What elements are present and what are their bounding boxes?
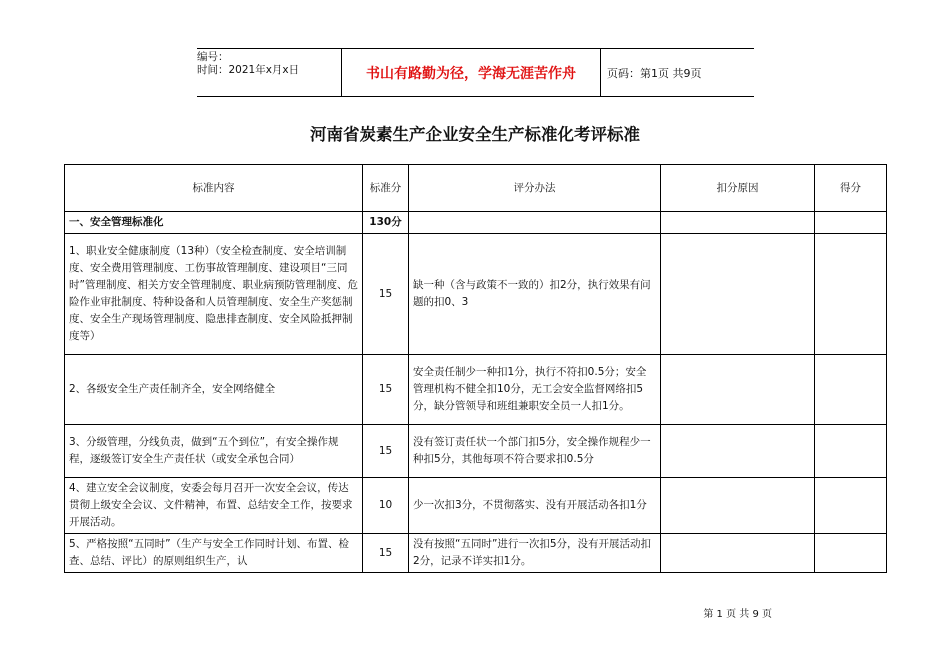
table-header-row — [65, 165, 887, 212]
table-row — [65, 234, 887, 355]
table-cell — [661, 212, 815, 234]
section-row — [65, 212, 887, 234]
points-cell — [815, 534, 887, 573]
deduction-reason-cell — [661, 234, 815, 355]
points-cell — [815, 234, 887, 355]
deduction-reason-cell — [661, 478, 815, 534]
deduction-reason-cell — [661, 425, 815, 478]
header-meta — [197, 49, 340, 98]
table-row — [65, 355, 887, 425]
page-footer: 第 1 页 共 9 页 — [703, 609, 772, 620]
row-score: 15 — [363, 355, 409, 425]
row-score: 15 — [363, 534, 409, 573]
column-header-deduction-reason: 扣分原因 — [661, 165, 815, 212]
points-cell — [815, 355, 887, 425]
column-header-points: 得分 — [815, 165, 887, 212]
table-row — [65, 534, 887, 573]
row-score: 10 — [363, 478, 409, 534]
points-cell — [815, 425, 887, 478]
row-content: 4、建立安全会议制度，安委会每月召开一次安全会议，传达贯彻上级安全会议、文件精神，布置、总结安全工作，按要求开展活动。 — [65, 478, 363, 534]
document-time-label: 时间：2021年x月x日 — [197, 64, 300, 76]
row-method: 缺一种（含与政策不一致的）扣2分，执行效果有问题的扣0、3 — [409, 234, 661, 355]
header-page-number: 页码：第1页 共9页 — [607, 66, 702, 80]
table-row — [65, 478, 887, 534]
row-score: 15 — [363, 234, 409, 355]
row-method: 少一次扣3分，不贯彻落实、没有开展活动各扣1分 — [409, 478, 661, 534]
column-header-method: 评分办法 — [409, 165, 661, 212]
column-header-content: 标准内容 — [65, 165, 363, 212]
table-row — [65, 425, 887, 478]
row-score: 15 — [363, 425, 409, 478]
row-content: 3、分级管理，分线负责，做到“五个到位”，有安全操作规程，逐级签订安全生产责任状（或安全承包合同） — [65, 425, 363, 478]
table-cell — [409, 212, 661, 234]
evaluation-table — [64, 164, 887, 573]
row-content: 5、严格按照“五同时”（生产与安全工作同时计划、布置、检查、总结、评比）的原则组织生产，认 — [65, 534, 363, 573]
points-cell — [815, 478, 887, 534]
section-score: 130分 — [363, 212, 409, 234]
section-label: 一、安全管理标准化 — [65, 212, 363, 234]
header-motto: 书山有路勤为径，学海无涯苦作舟 — [341, 49, 601, 96]
row-content: 2、各级安全生产责任制齐全，安全网络健全 — [65, 355, 363, 425]
deduction-reason-cell — [661, 355, 815, 425]
deduction-reason-cell — [661, 534, 815, 573]
row-content: 1、职业安全健康制度（13种）（安全检查制度、安全培训制度、安全费用管理制度、工伤事故管理制度、建设项目“三同时”管理制度、相关方安全管理制度、职业病预防管理制度、危险作业审批制度、特种设备和人员管理制度、安全生产奖惩制度、安全生产现场管理制度、隐患排查制度、安全风险抵押制度等） — [65, 234, 363, 355]
page-header — [197, 48, 754, 97]
document-title: 河南省炭素生产企业安全生产标准化考评标准 — [310, 125, 640, 144]
table-cell — [815, 212, 887, 234]
column-header-score: 标准分 — [363, 165, 409, 212]
row-method: 没有按照“五同时”进行一次扣5分，没有开展活动扣2分，记录不详实扣1分。 — [409, 534, 661, 573]
row-method: 没有签订责任状一个部门扣5分，安全操作规程少一种扣5分，其他每项不符合要求扣0.5分 — [409, 425, 661, 478]
document-number-label: 编号： — [197, 51, 229, 63]
row-method: 安全责任制少一种扣1分，执行不符扣0.5分；安全管理机构不健全扣10分，无工会安全监督网络扣5分，缺分管领导和班组兼职安全员一人扣1分。 — [409, 355, 661, 425]
